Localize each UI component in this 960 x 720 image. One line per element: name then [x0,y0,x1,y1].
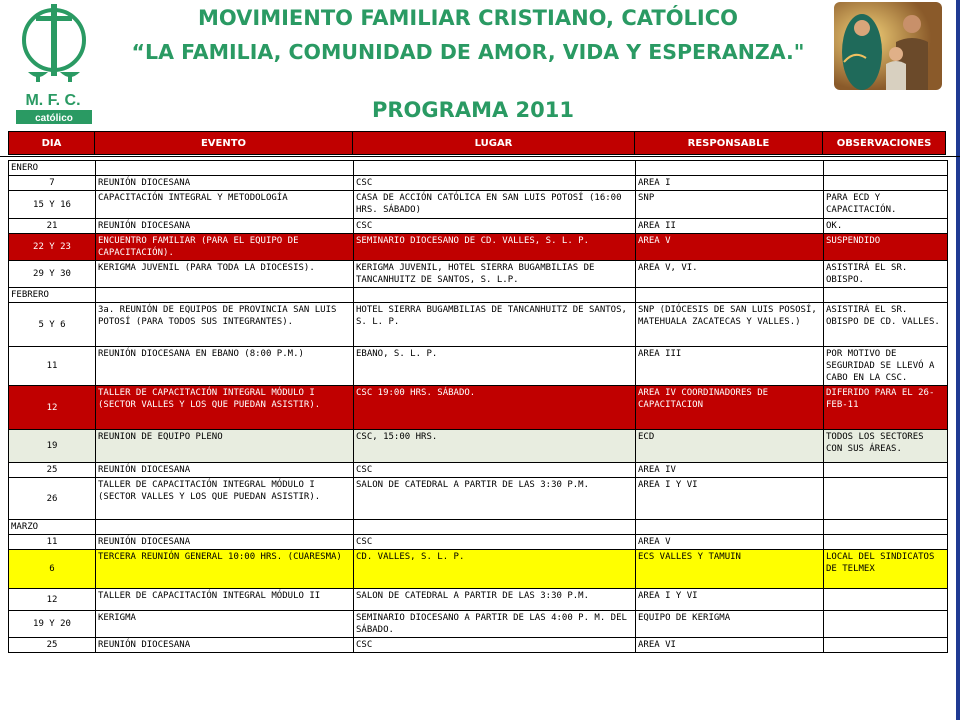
col-evento: EVENTO [95,132,353,155]
dia-cell: 11 [9,535,96,550]
schedule-header [8,131,946,155]
evento-cell: KERIGMA [96,611,354,638]
table-row [9,589,948,611]
evento-cell: 3a. REUNIÓN DE EQUIPOS DE PROVINCIA SAN LUIS POTOSÍ (PARA TODOS SUS INTEGRANTES). [96,303,354,347]
empty-cell [354,520,636,535]
dia-cell: 21 [9,219,96,234]
table-row [9,234,948,261]
table-row [9,463,948,478]
observaciones-cell: PARA ECD Y CAPACITACIÓN. [824,191,948,219]
empty-cell [354,161,636,176]
observaciones-cell [824,589,948,611]
month-label: FEBRERO [9,288,96,303]
table-row [9,386,948,430]
lugar-cell: CSC [354,535,636,550]
responsable-cell: AREA V, VI. [636,261,824,288]
observaciones-cell: SUSPENDIDO [824,234,948,261]
table-row [9,191,948,219]
lugar-cell: KERIGMA JUVENIL, HOTEL SIERRA BUGAMBILIAS DE TANCANHUITZ DE SANTOS, S. L.P. [354,261,636,288]
mfc-logo [6,2,101,127]
responsable-cell: AREA I Y VI [636,478,824,520]
logo-subtext: católico [35,113,73,124]
evento-cell: REUNIÓN DIOCESANA [96,535,354,550]
month-row [9,161,948,176]
observaciones-cell: POR MOTIVO DE SEGURIDAD SE LLEVÓ A CABO EN LA CSC. [824,347,948,386]
divider [0,156,960,157]
responsable-cell: EQUIPO DE KERIGMA [636,611,824,638]
dia-cell: 5 Y 6 [9,303,96,347]
evento-cell: ENCUENTRO FAMILIAR (PARA EL EQUIPO DE CAPACITACIÓN). [96,234,354,261]
dia-cell: 19 [9,430,96,463]
evento-cell: REUNIÓN DIOCESANA [96,463,354,478]
lugar-cell: CSC [354,219,636,234]
month-label: ENERO [9,161,96,176]
empty-cell [636,288,824,303]
observaciones-cell: ASISTIRÁ EL SR. OBISPO. [824,261,948,288]
table-row [9,478,948,520]
lugar-cell: SEMINARIO DIOCESANO A PARTIR DE LAS 4:00 P. M. DEL SÁBADO. [354,611,636,638]
col-responsable: RESPONSABLE [635,132,823,155]
lugar-cell: HOTEL SIERRA BUGAMBILIAS DE TANCANHUITZ DE SANTOS, S. L. P. [354,303,636,347]
lugar-cell: CASA DE ACCIÓN CATÓLICA EN SAN LUIS POTOSÍ (16:00 HRS. SÁBADO) [354,191,636,219]
evento-cell: REUNIÓN DIOCESANA [96,176,354,191]
responsable-cell: ECD [636,430,824,463]
col-lugar: LUGAR [353,132,635,155]
header-titles [108,4,828,64]
observaciones-cell [824,176,948,191]
evento-cell: REUNIÓN DIOCESANA [96,638,354,653]
lugar-cell: CSC [354,638,636,653]
lugar-cell: CSC, 15:00 HRS. [354,430,636,463]
table-row [9,261,948,288]
table-row [9,611,948,638]
dia-cell: 22 Y 23 [9,234,96,261]
responsable-cell: AREA VI [636,638,824,653]
observaciones-cell: ASISTIRÁ EL SR. OBISPO DE CD. VALLES. [824,303,948,347]
program-title: PROGRAMA 2011 [372,98,574,122]
empty-cell [824,288,948,303]
logo-text: M. F. C. [25,92,81,109]
evento-cell: REUNION DE EQUIPO PLENO [96,430,354,463]
dia-cell: 12 [9,589,96,611]
table-row [9,219,948,234]
responsable-cell: AREA I Y VI [636,589,824,611]
lugar-cell: SALON DE CATEDRAL A PARTIR DE LAS 3:30 P.M. [354,589,636,611]
table-row [9,430,948,463]
motto: “LA FAMILIA, COMUNIDAD DE AMOR, VIDA Y ESPERANZA." [131,40,805,64]
empty-cell [354,288,636,303]
observaciones-cell: OK. [824,219,948,234]
cross-logo-icon [6,2,101,127]
observaciones-cell: DIFERIDO PARA EL 26-FEB-11 [824,386,948,430]
dia-cell: 15 Y 16 [9,191,96,219]
responsable-cell: SNP [636,191,824,219]
lugar-cell: SEMINARIO DIOCESANO DE CD. VALLES, S. L. P. [354,234,636,261]
col-dia: DIA [9,132,95,155]
responsable-cell: AREA II [636,219,824,234]
empty-cell [824,520,948,535]
responsable-cell: AREA V [636,234,824,261]
observaciones-cell [824,535,948,550]
observaciones-cell [824,478,948,520]
table-row [9,550,948,589]
observaciones-cell: TODOS LOS SECTORES CON SUS ÁREAS. [824,430,948,463]
evento-cell: TERCERA REUNIÓN GENERAL 10:00 HRS. (CUARESMA) [96,550,354,589]
holy-family-image [834,2,942,90]
lugar-cell: CSC [354,463,636,478]
table-row [9,638,948,653]
observaciones-cell: LOCAL DEL SINDICATOS DE TELMEX [824,550,948,589]
col-observaciones: OBSERVACIONES [823,132,946,155]
dia-cell: 19 Y 20 [9,611,96,638]
table-row [9,176,948,191]
month-row [9,520,948,535]
lugar-cell: CD. VALLES, S. L. P. [354,550,636,589]
empty-cell [824,161,948,176]
dia-cell: 25 [9,638,96,653]
responsable-cell: ECS VALLES Y TAMUIN [636,550,824,589]
evento-cell: TALLER DE CAPACITACIÓN INTEGRAL MÓDULO II [96,589,354,611]
lugar-cell: CSC [354,176,636,191]
evento-cell: TALLER DE CAPACITACIÓN INTEGRAL MÓDULO I (SECTOR VALLES Y LOS QUE PUEDAN ASISTIR). [96,386,354,430]
dia-cell: 25 [9,463,96,478]
evento-cell: REUNIÓN DIOCESANA EN EBANO (8:00 P.M.) [96,347,354,386]
dia-cell: 6 [9,550,96,589]
empty-cell [636,520,824,535]
lugar-cell: SALON DE CATEDRAL A PARTIR DE LAS 3:30 P.M. [354,478,636,520]
empty-cell [96,520,354,535]
table-row [9,347,948,386]
responsable-cell: AREA I [636,176,824,191]
dia-cell: 7 [9,176,96,191]
responsable-cell: AREA V [636,535,824,550]
dia-cell: 11 [9,347,96,386]
table-row [9,303,948,347]
table-row [9,535,948,550]
evento-cell: KERIGMA JUVENIL (PARA TODA LA DIOCESIS). [96,261,354,288]
page-title: MOVIMIENTO FAMILIAR CRISTIANO, CATÓLICO [197,6,739,30]
empty-cell [96,161,354,176]
responsable-cell: AREA IV [636,463,824,478]
observaciones-cell [824,611,948,638]
month-label: MARZO [9,520,96,535]
responsable-cell: AREA III [636,347,824,386]
observaciones-cell [824,463,948,478]
responsable-cell: SNP (DIÓCESIS DE SAN LUIS POSOSÍ, MATEHUALA ZACATECAS Y VALLES.) [636,303,824,347]
evento-cell: REUNIÓN DIOCESANA [96,219,354,234]
evento-cell: TALLER DE CAPACITACIÓN INTEGRAL MÓDULO I (SECTOR VALLES Y LOS QUE PUEDAN ASISTIR). [96,478,354,520]
slide-right-border [956,0,960,720]
month-row [9,288,948,303]
dia-cell: 26 [9,478,96,520]
observaciones-cell [824,638,948,653]
empty-cell [96,288,354,303]
lugar-cell: CSC 19:00 HRS. SÁBADO. [354,386,636,430]
schedule-table [8,160,948,653]
evento-cell: CAPACITACIÓN INTEGRAL Y METODOLOGÍA [96,191,354,219]
dia-cell: 12 [9,386,96,430]
responsable-cell: AREA IV COORDINADORES DE CAPACITACION [636,386,824,430]
empty-cell [636,161,824,176]
lugar-cell: EBANO, S. L. P. [354,347,636,386]
dia-cell: 29 Y 30 [9,261,96,288]
